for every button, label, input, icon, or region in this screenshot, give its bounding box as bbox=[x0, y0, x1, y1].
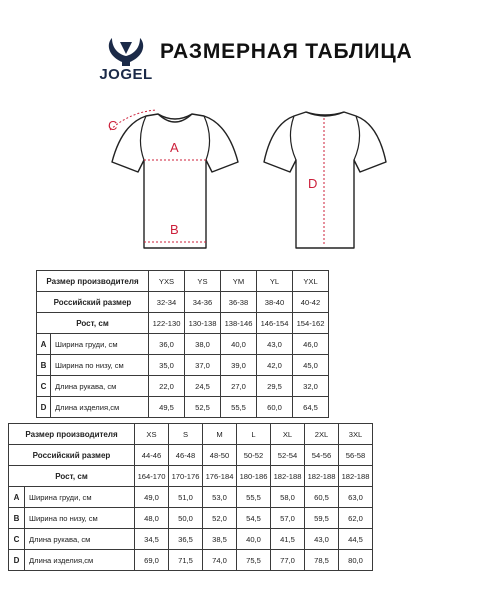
label-c: C bbox=[108, 118, 118, 133]
measure-label: Ширина груди, см bbox=[51, 334, 149, 355]
measure-code: B bbox=[9, 508, 25, 529]
table2-rus-row bbox=[9, 445, 373, 466]
table1-height: 146-154 bbox=[257, 313, 293, 334]
measure-value: 45,0 bbox=[293, 355, 329, 376]
table1-measure-row bbox=[37, 355, 329, 376]
measure-value: 32,0 bbox=[293, 376, 329, 397]
measure-value: 43,0 bbox=[257, 334, 293, 355]
table1-measure-row bbox=[37, 376, 329, 397]
table1-rus-label: Российский размер bbox=[37, 292, 149, 313]
measure-value: 55,5 bbox=[237, 487, 271, 508]
measure-value: 35,0 bbox=[149, 355, 185, 376]
table1-height: 130-138 bbox=[185, 313, 221, 334]
table1-rus-size: 34-36 bbox=[185, 292, 221, 313]
measure-label: Ширина по низу, см bbox=[25, 508, 135, 529]
measure-value: 59,5 bbox=[305, 508, 339, 529]
table2-rus-size: 54-56 bbox=[305, 445, 339, 466]
measure-value: 57,0 bbox=[271, 508, 305, 529]
table2-rus-size: 44-46 bbox=[135, 445, 169, 466]
table2-size: M bbox=[203, 424, 237, 445]
measure-value: 36,0 bbox=[149, 334, 185, 355]
measure-value: 63,0 bbox=[339, 487, 373, 508]
table1-header-row bbox=[37, 271, 329, 292]
measure-value: 55,5 bbox=[221, 397, 257, 418]
measure-value: 48,0 bbox=[135, 508, 169, 529]
measure-value: 69,0 bbox=[135, 550, 169, 571]
measure-label: Ширина по низу, см bbox=[51, 355, 149, 376]
table2-size: 3XL bbox=[339, 424, 373, 445]
measure-value: 36,5 bbox=[169, 529, 203, 550]
table1-size: YS bbox=[185, 271, 221, 292]
table2-size: 2XL bbox=[305, 424, 339, 445]
measure-value: 38,5 bbox=[203, 529, 237, 550]
table2-rus-size: 56-58 bbox=[339, 445, 373, 466]
table1-size: YXL bbox=[293, 271, 329, 292]
table2-header-row bbox=[9, 424, 373, 445]
measure-value: 54,5 bbox=[237, 508, 271, 529]
label-b: B bbox=[170, 222, 179, 237]
measure-value: 51,0 bbox=[169, 487, 203, 508]
measure-value: 41,5 bbox=[271, 529, 305, 550]
size-table-adult bbox=[8, 423, 373, 571]
table1-size: YM bbox=[221, 271, 257, 292]
table2-measure-row bbox=[9, 550, 373, 571]
label-a: A bbox=[170, 140, 179, 155]
table2-rus-size: 46-48 bbox=[169, 445, 203, 466]
table1-rus-size: 40-42 bbox=[293, 292, 329, 313]
table1-size: YXS bbox=[149, 271, 185, 292]
measure-label: Длина рукава, см bbox=[51, 376, 149, 397]
table1-height: 122-130 bbox=[149, 313, 185, 334]
table1-rus-size: 38-40 bbox=[257, 292, 293, 313]
page-title: РАЗМЕРНАЯ ТАБЛИЦА bbox=[160, 40, 413, 63]
table2-size: L bbox=[237, 424, 271, 445]
measure-value: 52,5 bbox=[185, 397, 221, 418]
table2-height: 170-176 bbox=[169, 466, 203, 487]
table1-height: 154-162 bbox=[293, 313, 329, 334]
size-table-kids bbox=[36, 270, 329, 418]
measure-code: D bbox=[9, 550, 25, 571]
table1-rus-size: 36-38 bbox=[221, 292, 257, 313]
table2-rus-size: 50-52 bbox=[237, 445, 271, 466]
measure-value: 24,5 bbox=[185, 376, 221, 397]
label-d: D bbox=[308, 176, 318, 191]
table2-height: 164-170 bbox=[135, 466, 169, 487]
measure-value: 43,0 bbox=[305, 529, 339, 550]
measure-value: 53,0 bbox=[203, 487, 237, 508]
measure-value: 77,0 bbox=[271, 550, 305, 571]
measure-value: 60,5 bbox=[305, 487, 339, 508]
measure-value: 74,0 bbox=[203, 550, 237, 571]
brand-name: JOGEL bbox=[99, 66, 153, 83]
measure-code: A bbox=[37, 334, 51, 355]
table2-size: XS bbox=[135, 424, 169, 445]
measure-value: 62,0 bbox=[339, 508, 373, 529]
measure-value: 44,5 bbox=[339, 529, 373, 550]
measure-value: 49,0 bbox=[135, 487, 169, 508]
table1-height: 138-146 bbox=[221, 313, 257, 334]
measure-value: 58,0 bbox=[271, 487, 305, 508]
table2-measure-row bbox=[9, 529, 373, 550]
measure-value: 46,0 bbox=[293, 334, 329, 355]
table2-height: 176-184 bbox=[203, 466, 237, 487]
measure-code: C bbox=[37, 376, 51, 397]
table2-height: 182-188 bbox=[271, 466, 305, 487]
shirt-front-diagram bbox=[100, 104, 250, 252]
table1-measure-row bbox=[37, 397, 329, 418]
measure-code: C bbox=[9, 529, 25, 550]
measure-value: 40,0 bbox=[221, 334, 257, 355]
measure-label: Ширина груди, см bbox=[25, 487, 135, 508]
table2-size: S bbox=[169, 424, 203, 445]
measure-value: 42,0 bbox=[257, 355, 293, 376]
measure-value: 49,5 bbox=[149, 397, 185, 418]
table2-measure-row bbox=[9, 508, 373, 529]
table2-rus-size: 48-50 bbox=[203, 445, 237, 466]
table1-height-row bbox=[37, 313, 329, 334]
measure-value: 80,0 bbox=[339, 550, 373, 571]
measure-value: 78,5 bbox=[305, 550, 339, 571]
measure-value: 40,0 bbox=[237, 529, 271, 550]
measure-value: 50,0 bbox=[169, 508, 203, 529]
measure-value: 75,5 bbox=[237, 550, 271, 571]
measure-code: A bbox=[9, 487, 25, 508]
table2-height-label: Рост, см bbox=[9, 466, 135, 487]
shirt-back-diagram bbox=[260, 104, 390, 252]
table2-header-label: Размер производителя bbox=[9, 424, 135, 445]
table1-rus-row bbox=[37, 292, 329, 313]
table2-height-row bbox=[9, 466, 373, 487]
table2-measure-row bbox=[9, 487, 373, 508]
measure-value: 52,0 bbox=[203, 508, 237, 529]
measure-value: 64,5 bbox=[293, 397, 329, 418]
measure-code: D bbox=[37, 397, 51, 418]
measure-code: B bbox=[37, 355, 51, 376]
table2-height: 182-188 bbox=[305, 466, 339, 487]
table1-rus-size: 32-34 bbox=[149, 292, 185, 313]
table1-measure-row bbox=[37, 334, 329, 355]
measure-value: 29,5 bbox=[257, 376, 293, 397]
measure-value: 38,0 bbox=[185, 334, 221, 355]
measure-value: 39,0 bbox=[221, 355, 257, 376]
measure-value: 22,0 bbox=[149, 376, 185, 397]
table1-size: YL bbox=[257, 271, 293, 292]
table1-header-label: Размер производителя bbox=[37, 271, 149, 292]
table2-height: 180-186 bbox=[237, 466, 271, 487]
measure-value: 60,0 bbox=[257, 397, 293, 418]
table2-rus-size: 52-54 bbox=[271, 445, 305, 466]
measure-value: 37,0 bbox=[185, 355, 221, 376]
table1-height-label: Рост, см bbox=[37, 313, 149, 334]
measure-label: Длина изделия,см bbox=[25, 550, 135, 571]
measure-value: 34,5 bbox=[135, 529, 169, 550]
measure-label: Длина изделия,см bbox=[51, 397, 149, 418]
measure-label: Длина рукава, см bbox=[25, 529, 135, 550]
measure-value: 71,5 bbox=[169, 550, 203, 571]
table2-rus-label: Российский размер bbox=[9, 445, 135, 466]
table2-size: XL bbox=[271, 424, 305, 445]
measure-value: 27,0 bbox=[221, 376, 257, 397]
table2-height: 182-188 bbox=[339, 466, 373, 487]
